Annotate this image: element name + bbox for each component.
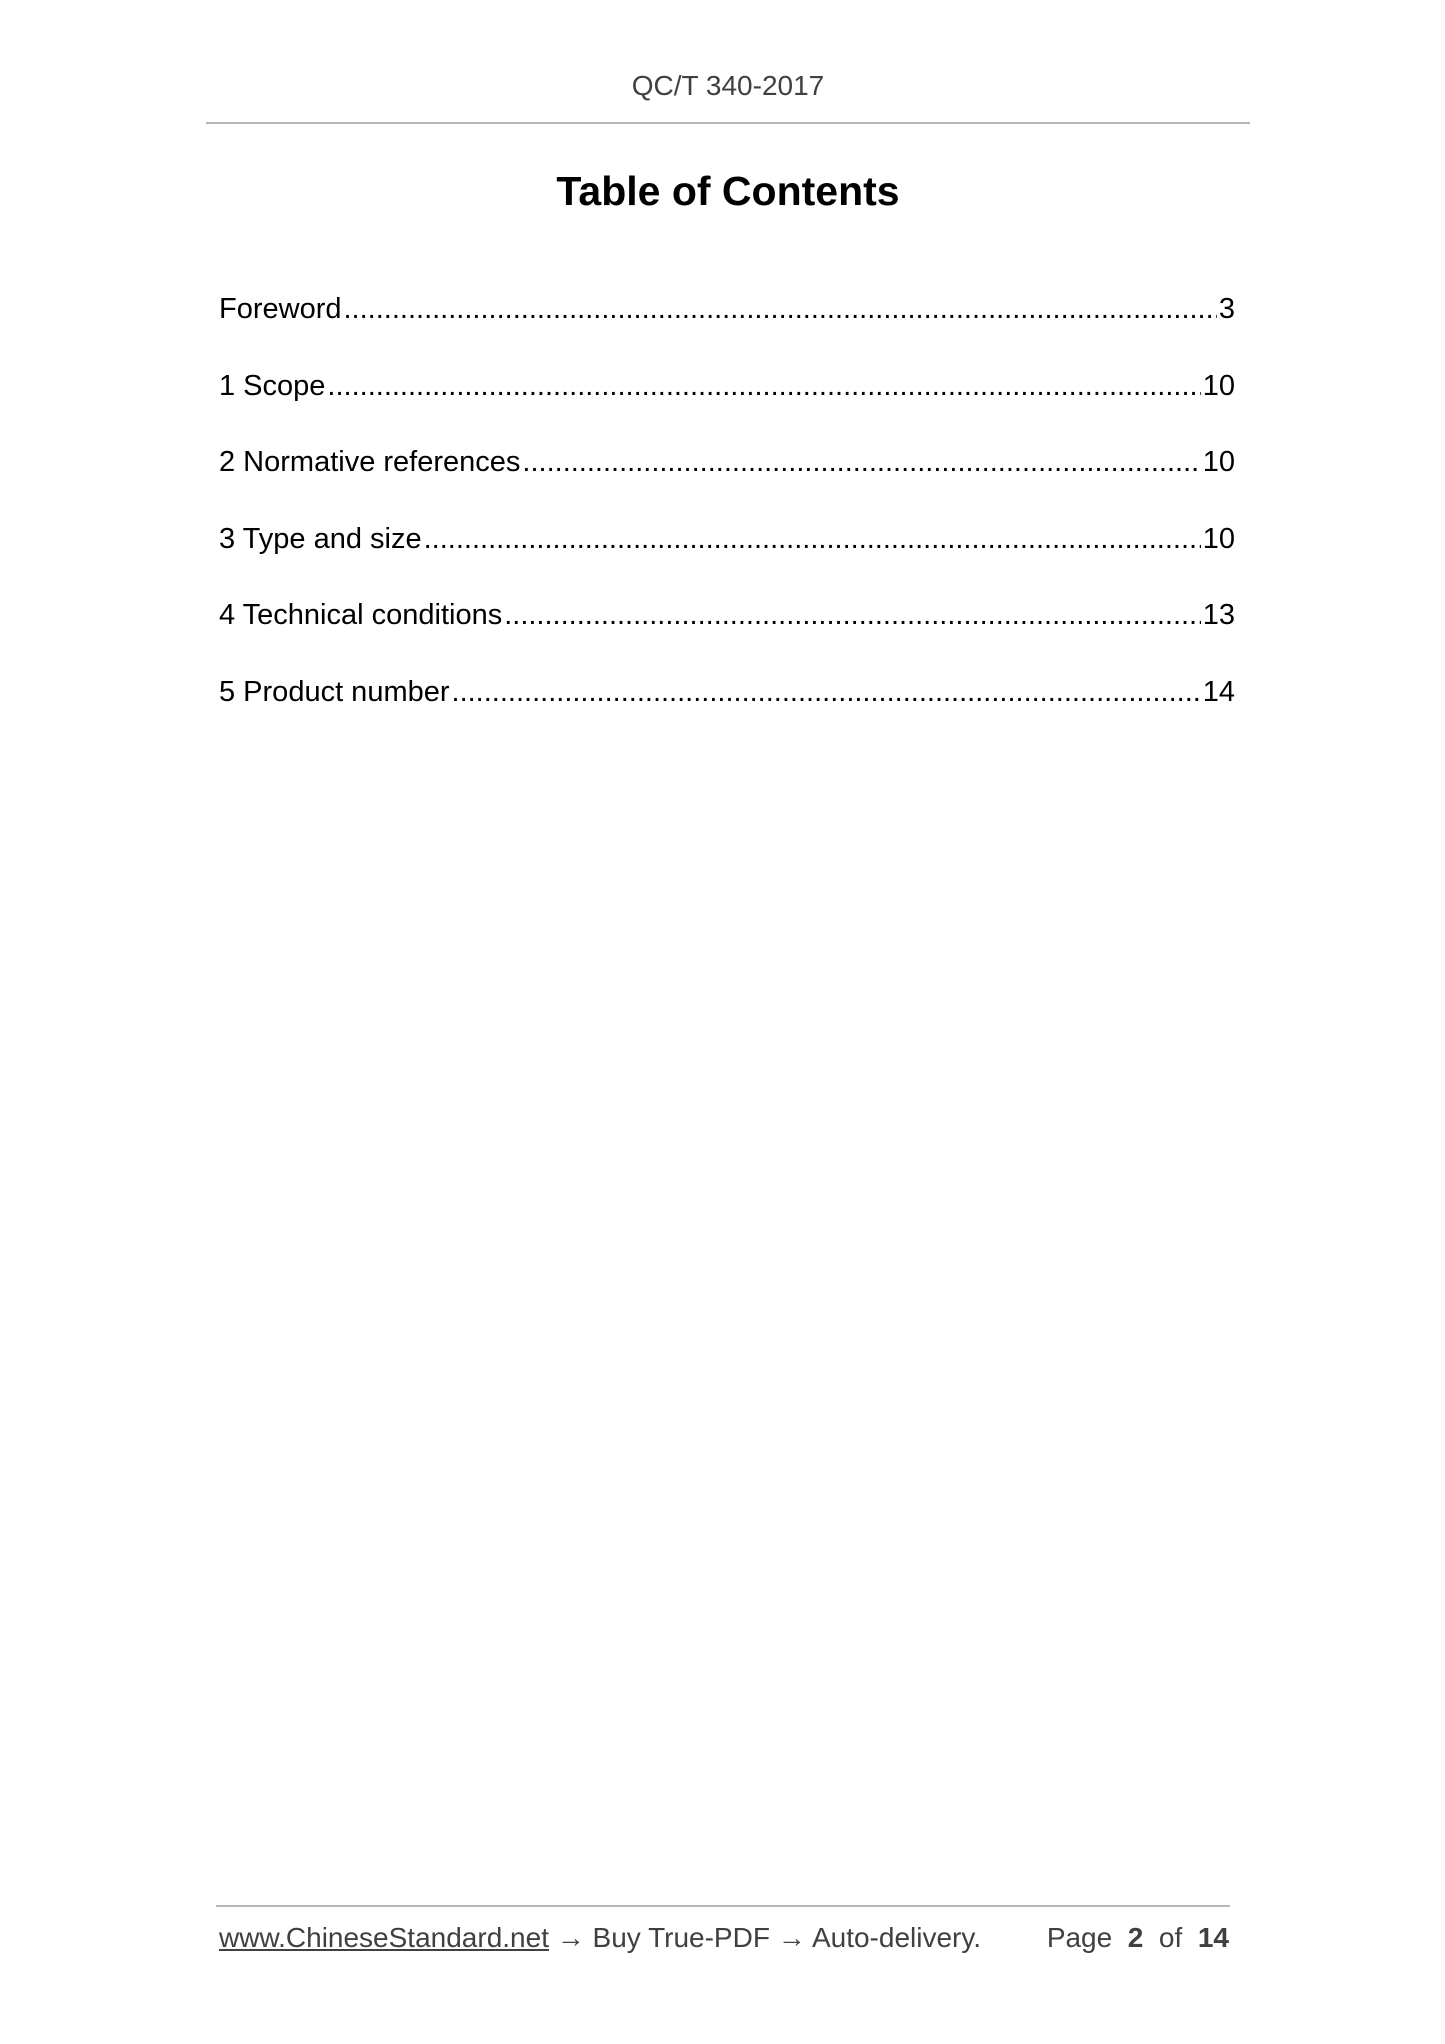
toc-entry-type-and-size[interactable] [219,519,1235,596]
toc-dot-leader [424,519,1201,559]
toc-list [219,289,1235,748]
toc-dot-leader [452,672,1201,712]
buy-true-pdf-text: Buy True-PDF [592,1922,770,1953]
toc-entry-foreword[interactable] [219,289,1235,366]
toc-entry-label: 5 Product number [219,675,450,708]
toc-entry-product-number[interactable] [219,672,1235,749]
toc-entry-page: 10 [1202,446,1235,478]
document-id-header: QC/T 340-2017 [631,70,825,101]
toc-title: Table of Contents [556,168,900,214]
toc-entry-page: 10 [1202,522,1235,555]
page-number [1047,1922,1229,1954]
auto-delivery-text: Auto-delivery. [811,1922,982,1953]
page-word: Page [1046,1922,1113,1953]
current-page: 2 [1127,1922,1144,1953]
page-footer [219,1922,1229,1962]
of-word: of [1158,1922,1183,1953]
footer-divider [216,1905,1230,1907]
toc-entry-scope[interactable] [219,366,1235,443]
arrow-right-icon: → [777,1922,806,1953]
header-divider [206,122,1250,124]
toc-entry-label: 2 Normative references [219,446,521,478]
toc-entry-technical-conditions[interactable] [219,595,1235,672]
toc-dot-leader [327,366,1200,406]
footer-promo [219,1922,981,1954]
toc-dot-leader [504,595,1201,635]
toc-entry-label: Foreword [219,293,342,325]
website-link[interactable]: www.ChineseStandard.net [219,1922,549,1953]
toc-entry-page: 10 [1202,369,1235,402]
toc-entry-page: 13 [1202,599,1235,631]
toc-entry-label: 4 Technical conditions [219,599,503,631]
toc-dot-leader [522,442,1200,482]
arrow-right-icon: → [556,1922,585,1953]
toc-entry-page: 3 [1218,293,1235,325]
toc-entry-page: 14 [1202,675,1235,708]
toc-entry-normative-references[interactable] [219,442,1235,519]
toc-dot-leader [344,289,1217,329]
toc-entry-label: 3 Type and size [219,522,422,555]
toc-entry-label: 1 Scope [219,369,326,402]
total-pages: 14 [1197,1922,1229,1953]
